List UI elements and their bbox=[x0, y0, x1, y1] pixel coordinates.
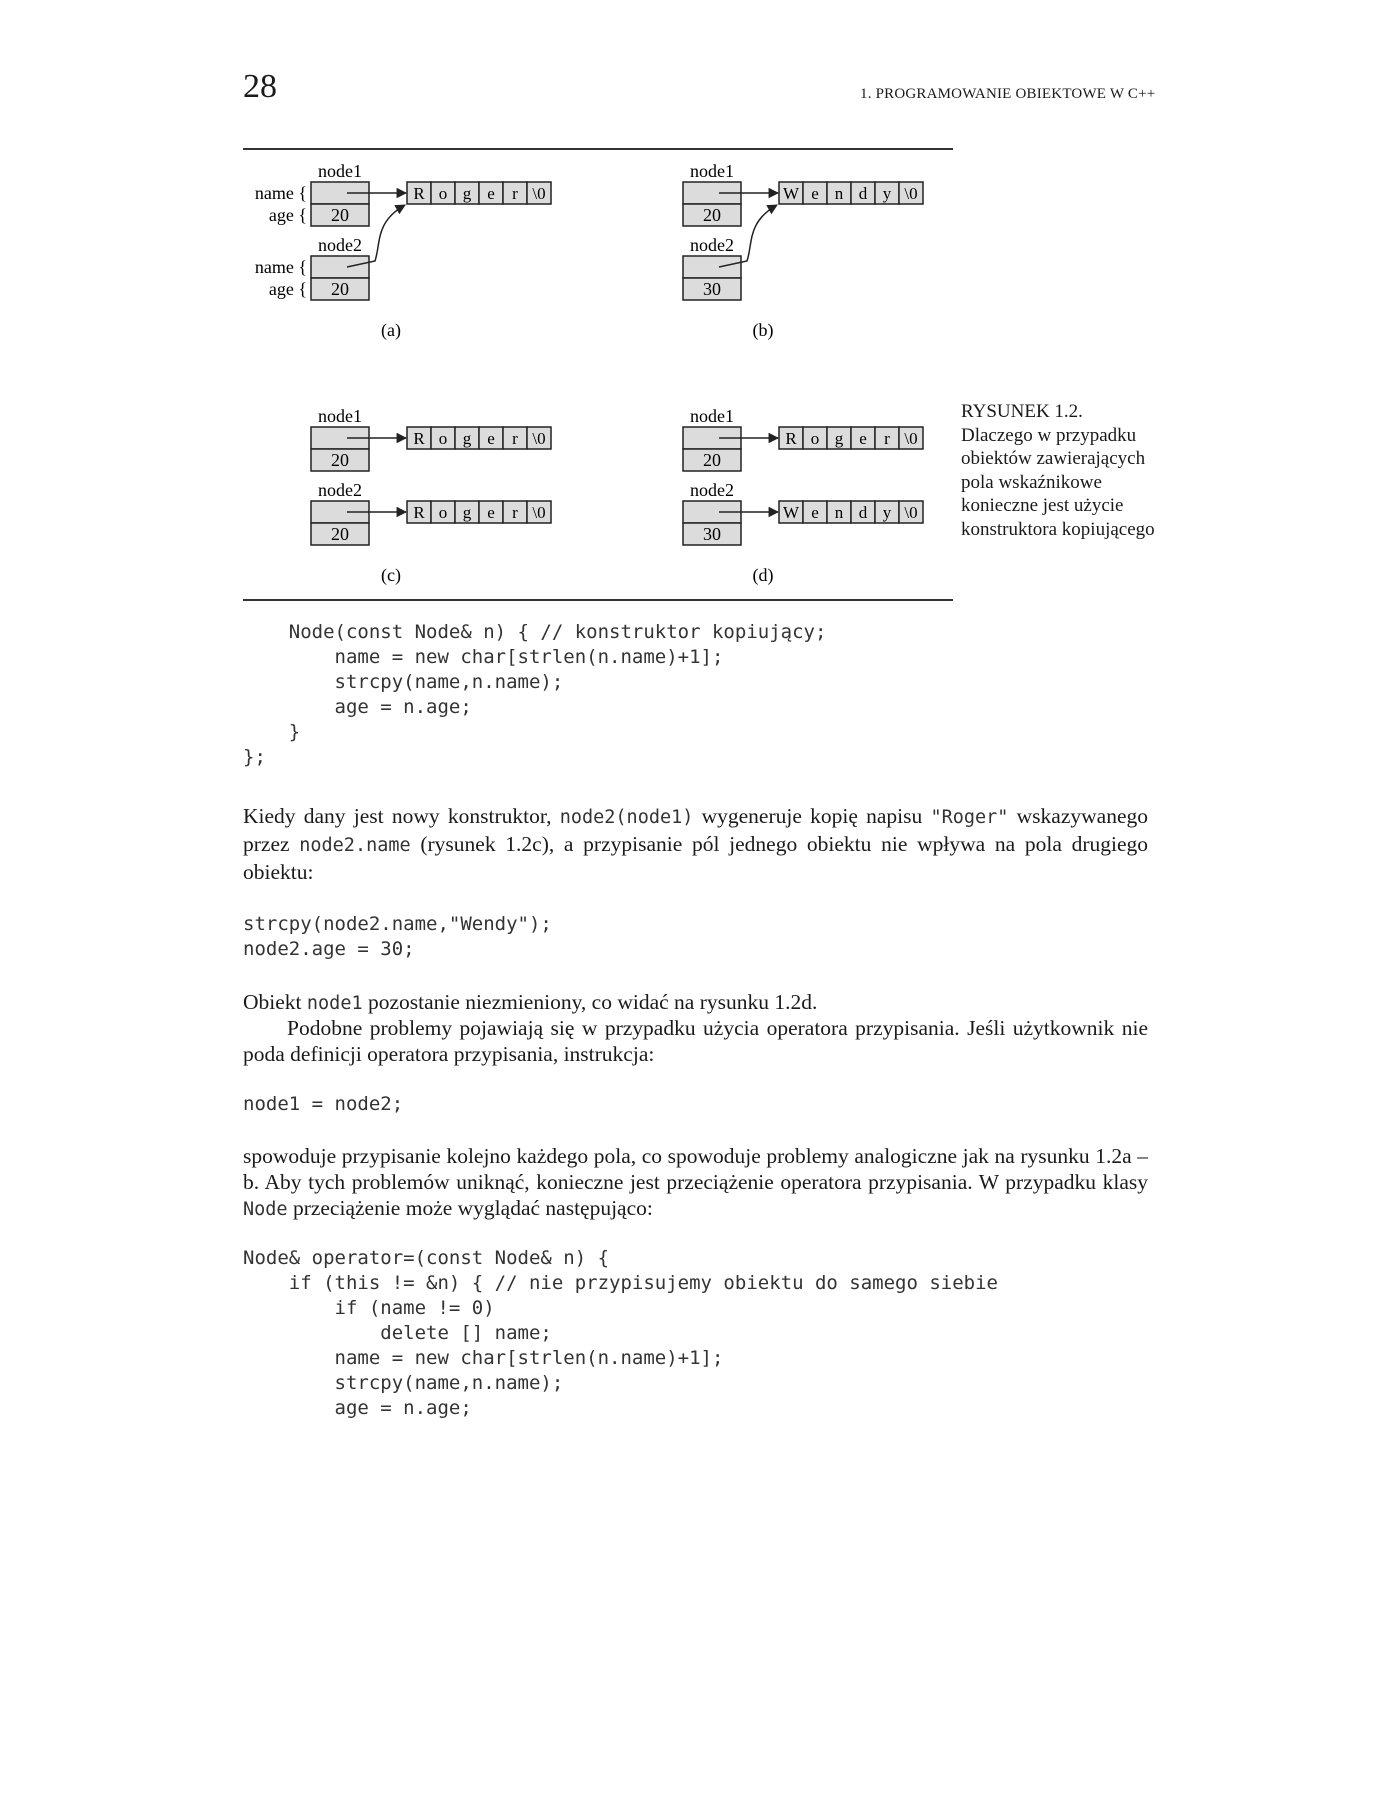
paragraph-text: Kiedy dany jest nowy konstruktor, bbox=[243, 804, 560, 828]
code-line: strcpy(name,n.name); bbox=[243, 1372, 564, 1394]
age-value: 20 bbox=[331, 450, 349, 470]
paragraph-overload bbox=[243, 1143, 1148, 1223]
age-value: 30 bbox=[703, 524, 721, 544]
string-char: g bbox=[834, 429, 844, 448]
code-line: Node(const Node& n) { // konstruktor kopiujący; bbox=[243, 621, 827, 643]
string-char: R bbox=[413, 429, 425, 448]
string-char: R bbox=[413, 503, 425, 522]
age-value: 20 bbox=[331, 279, 349, 299]
code-line: name = new char[strlen(n.name)+1]; bbox=[243, 1347, 724, 1369]
string-char: \0 bbox=[532, 503, 546, 522]
string-char: y bbox=[882, 184, 892, 203]
code-line: delete [] name; bbox=[243, 1322, 552, 1344]
string-char: e bbox=[859, 429, 867, 448]
string-char: e bbox=[811, 184, 819, 203]
age-value: 20 bbox=[703, 205, 721, 225]
string-char: r bbox=[884, 429, 890, 448]
paragraph-text: przeciążenie może wyglądać następująco: bbox=[287, 1196, 653, 1220]
string-char: o bbox=[438, 503, 448, 522]
field-label: name { bbox=[254, 257, 307, 277]
string-char: e bbox=[487, 503, 495, 522]
field-label: age { bbox=[268, 205, 307, 225]
string-char: W bbox=[782, 503, 800, 522]
node1-title: node1 bbox=[690, 406, 734, 426]
inline-code: Node bbox=[243, 1199, 288, 1220]
string-char: o bbox=[438, 429, 448, 448]
string-char: \0 bbox=[904, 429, 918, 448]
figure-diagram bbox=[243, 150, 953, 600]
age-value: 20 bbox=[703, 450, 721, 470]
string-char: y bbox=[882, 503, 892, 522]
figure-caption bbox=[961, 400, 1171, 541]
paragraph-text: spowoduje przypisanie kolejno każdego pola, co spowoduje problemy analogiczne jak na rysunku 1.2a – b. Aby tych problemów uniknąć, konieczne jest przeciążenie operatora przypisania. W przypadku klasy bbox=[243, 1144, 1148, 1194]
code-line: Node& operator=(const Node& n) { bbox=[243, 1247, 610, 1269]
paragraph-text: Obiekt bbox=[243, 990, 307, 1014]
inline-code: node1 bbox=[306, 993, 363, 1014]
inline-code: node2(node1) bbox=[559, 807, 694, 828]
paragraph-node1-unchanged bbox=[243, 989, 1148, 1017]
string-char: d bbox=[858, 503, 868, 522]
code-line: age = n.age; bbox=[243, 1397, 472, 1419]
paragraph-text: pozostanie niezmieniony, co widać na rysunku 1.2d. bbox=[362, 990, 818, 1014]
figure-caption-text: Dlaczego w przypadku obiektów zawierających pola wskaźnikowe konieczne jest użycie konstruktora kopiującego bbox=[961, 424, 1155, 540]
node2-title: node2 bbox=[690, 235, 734, 255]
string-char: d bbox=[858, 184, 868, 203]
name-field-box bbox=[683, 256, 741, 278]
name-field-box bbox=[311, 256, 369, 278]
string-char: \0 bbox=[904, 503, 918, 522]
string-char: g bbox=[462, 429, 472, 448]
panel-label: (c) bbox=[381, 565, 401, 585]
age-value: 30 bbox=[703, 279, 721, 299]
node2-title: node2 bbox=[318, 480, 362, 500]
string-char: e bbox=[487, 429, 495, 448]
panel-label: (b) bbox=[752, 320, 774, 340]
paragraph-text: wygeneruje kopię napisu bbox=[693, 804, 931, 828]
code-line: node1 = node2; bbox=[243, 1093, 404, 1115]
string-char: \0 bbox=[532, 184, 546, 203]
code-line: if (this != &n) { // nie przypisujemy obiektu do samego siebie bbox=[243, 1272, 998, 1294]
field-label: name { bbox=[254, 183, 307, 203]
inline-code: node2.name bbox=[299, 835, 411, 856]
string-char: o bbox=[810, 429, 820, 448]
panel-label: (a) bbox=[381, 320, 401, 340]
string-char: g bbox=[462, 503, 472, 522]
string-char: \0 bbox=[532, 429, 546, 448]
node1-title: node1 bbox=[318, 161, 362, 181]
code-line: strcpy(name,n.name); bbox=[243, 671, 564, 693]
string-char: e bbox=[811, 503, 819, 522]
code-line: }; bbox=[243, 746, 266, 768]
string-char: r bbox=[512, 184, 518, 203]
running-title: 1. PROGRAMOWANIE OBIEKTOWE W C++ bbox=[860, 86, 1156, 102]
field-label: age { bbox=[268, 279, 307, 299]
node2-title: node2 bbox=[690, 480, 734, 500]
age-value: 20 bbox=[331, 524, 349, 544]
node1-title: node1 bbox=[318, 406, 362, 426]
code-block-assignment bbox=[243, 1092, 403, 1117]
code-line: age = n.age; bbox=[243, 696, 472, 718]
code-line: node2.age = 30; bbox=[243, 938, 415, 960]
paragraph-assignment-problems: Podobne problemy pojawiają się w przypadku użycia operatora przypisania. Jeśli użytkownik nie poda definicji operatora przypisania, instrukcja: bbox=[243, 1016, 1148, 1066]
code-line: name = new char[strlen(n.name)+1]; bbox=[243, 646, 724, 668]
code-line: } bbox=[243, 721, 301, 743]
paragraph-text: wskazywanego przez bbox=[243, 804, 1149, 856]
age-value: 20 bbox=[331, 205, 349, 225]
string-char: r bbox=[512, 503, 518, 522]
string-char: o bbox=[438, 184, 448, 203]
string-char: R bbox=[785, 429, 797, 448]
code-line: if (name != 0) bbox=[243, 1297, 495, 1319]
page-number: 28 bbox=[243, 68, 277, 105]
string-char: R bbox=[413, 184, 425, 203]
code-block-operator-assign bbox=[243, 1246, 998, 1421]
string-char: W bbox=[782, 184, 800, 203]
figure-caption-label: RYSUNEK 1.2. bbox=[961, 401, 1083, 422]
string-char: n bbox=[834, 503, 844, 522]
inline-code: "Roger" bbox=[930, 807, 1009, 828]
code-line: strcpy(node2.name,"Wendy"); bbox=[243, 913, 552, 935]
paragraph-copy-constructor bbox=[243, 803, 1148, 885]
paragraph-text: (rysunek 1.2c), a przypisanie pól jednego obiektu nie wpływa na pola drugiego obiektu: bbox=[243, 832, 1148, 884]
string-char: r bbox=[512, 429, 518, 448]
string-char: e bbox=[487, 184, 495, 203]
code-block-strcpy bbox=[243, 912, 552, 962]
string-char: g bbox=[462, 184, 472, 203]
panel-label: (d) bbox=[752, 565, 774, 585]
code-block-copy-constructor bbox=[243, 620, 826, 770]
node2-title: node2 bbox=[318, 235, 362, 255]
node1-title: node1 bbox=[690, 161, 734, 181]
string-char: \0 bbox=[904, 184, 918, 203]
string-char: n bbox=[834, 184, 844, 203]
